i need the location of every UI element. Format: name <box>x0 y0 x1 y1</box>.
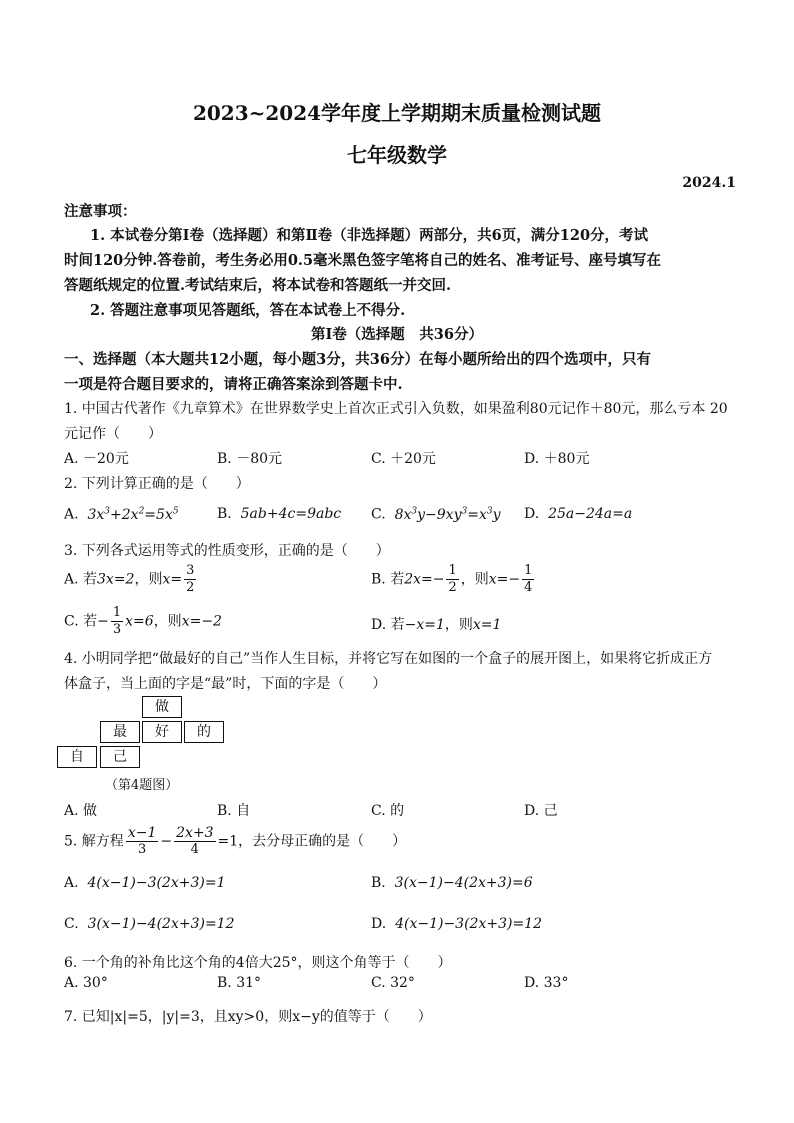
q2-option-a: A. $3x^3+2x^2=5x^5$ <box>64 506 179 523</box>
net-cell-zui: 最 <box>100 721 140 743</box>
q5-option-b: B. 3(x−1)−4(2x+3)=6 <box>371 875 533 891</box>
q4-figure-caption: （第4题图） <box>105 778 179 793</box>
q2-stem: 2. 下列计算正确的是（ ） <box>64 476 250 492</box>
q1-option-b: B. －80元 <box>217 451 283 467</box>
q6-option-c: C. 32° <box>371 975 415 991</box>
section1-instruction-line1: 一、选择题（本大题共12小题，每小题3分，共36分）在每小题所给出的四个选项中，只有 <box>64 351 651 368</box>
q1-option-a: A. －20元 <box>64 451 129 467</box>
exam-date: 2024.1 <box>682 175 736 191</box>
q4-option-d: D. 己 <box>524 803 558 819</box>
net-cell-ji: 己 <box>100 746 140 768</box>
q4-option-b: B. 自 <box>217 803 251 819</box>
section1-instruction-line2: 一项是符合题目要求的，请将正确答案涂到答题卡中. <box>64 376 403 393</box>
notice-item2: 2. 答题注意事项见答题纸，答在本试卷上不得分. <box>90 302 406 319</box>
q3-option-c: C. 若− $\frac{1}{3}$ x=6，则x=−2 <box>64 605 222 637</box>
net-cell-zi: 自 <box>57 746 97 768</box>
q5-option-d: D. 4(x−1)−3(2x+3)=12 <box>371 916 542 932</box>
q2-option-d: D. 25a−24a=a <box>524 506 633 522</box>
notice-item1-line2: 时间120分钟.答卷前，考生务必用0.5毫米黑色签字笔将自己的姓名、准考证号、座号填写在 <box>64 252 662 269</box>
q5-stem-suffix: =1，去分母正确的是（ ） <box>217 833 407 850</box>
q4-option-a: A. 做 <box>64 803 98 819</box>
cube-net-figure <box>57 696 227 772</box>
notice-heading: 注意事项： <box>64 203 137 220</box>
net-cell-de: 的 <box>184 721 224 743</box>
exam-title: 2023~2024学年度上学期期末质量检测试题 <box>192 101 602 125</box>
notice-item1-line3: 答题纸规定的位置.考试结束后，将本试卷和答题纸一并交回. <box>64 277 452 294</box>
q3-option-d: D. 若−x=1，则x=1 <box>371 617 502 633</box>
q6-stem: 6. 一个角的补角比这个角的4倍大25°，则这个角等于（ ） <box>64 955 452 971</box>
q5-stem: 5. 解方程 $\frac{x-1}{3}$ − $\frac{2x+3}{4}$ =1，去分母正确的是（ ） <box>64 825 407 857</box>
q6-option-a: A. 30° <box>64 975 108 991</box>
q1-option-d: D. ＋80元 <box>524 451 590 467</box>
q5-option-c: C. 3(x−1)−4(2x+3)=12 <box>64 916 235 932</box>
net-cell-zuo: 做 <box>142 696 182 718</box>
q3-stem: 3. 下列各式运用等式的性质变形，正确的是（ ） <box>64 543 390 559</box>
q6-option-d: D. 33° <box>524 975 569 991</box>
q7-stem: 7. 已知|x|=5，|y|=3，且xy>0，则x−y的值等于（ ） <box>64 1009 432 1025</box>
net-cell-hao: 好 <box>142 721 182 743</box>
q5-option-a: A. 4(x−1)−3(2x+3)=1 <box>64 875 226 891</box>
q4-stem-line2: 体盒子，当上面的字是“最”时，下面的字是（ ） <box>64 676 387 692</box>
q6-option-b: B. 31° <box>217 975 262 991</box>
q4-option-c: C. 的 <box>371 803 405 819</box>
q3-option-b: B. 若2x=− $\frac{1}{2}$ ，则x=− $\frac{1}{4}$ <box>371 563 533 595</box>
q3-option-a: A. 若3x=2，则x= $\frac{3}{2}$ <box>64 563 195 595</box>
q1-option-c: C. ＋20元 <box>371 451 436 467</box>
q5-stem-prefix: 5. 解方程 <box>64 833 124 850</box>
q1-stem-line1: 1. 中国古代著作《九章算术》在世界数学史上首次正式引入负数，如果盈利80元记作＋80元，那么亏本 20 <box>64 401 728 417</box>
q4-stem-line1: 4. 小明同学把“做最好的自己”当作人生目标，并将它写在如图的一个盒子的展开图上，如果将它折成正方 <box>64 651 713 667</box>
section1-heading: 第Ⅰ卷（选择题 共36分） <box>311 326 483 343</box>
notice-item1-line1: 1. 本试卷分第Ⅰ卷（选择题）和第Ⅱ卷（非选择题）两部分，共6页，满分120分，考试 <box>90 227 649 244</box>
q2-option-c: C. $8x^3y-9xy^3=x^3y$ <box>371 506 501 523</box>
q2-option-b: B. 5ab+4c=9abc <box>217 506 342 522</box>
q1-stem-line2: 元记作（ ） <box>64 426 162 442</box>
exam-subtitle: 七年级数学 <box>347 143 447 167</box>
